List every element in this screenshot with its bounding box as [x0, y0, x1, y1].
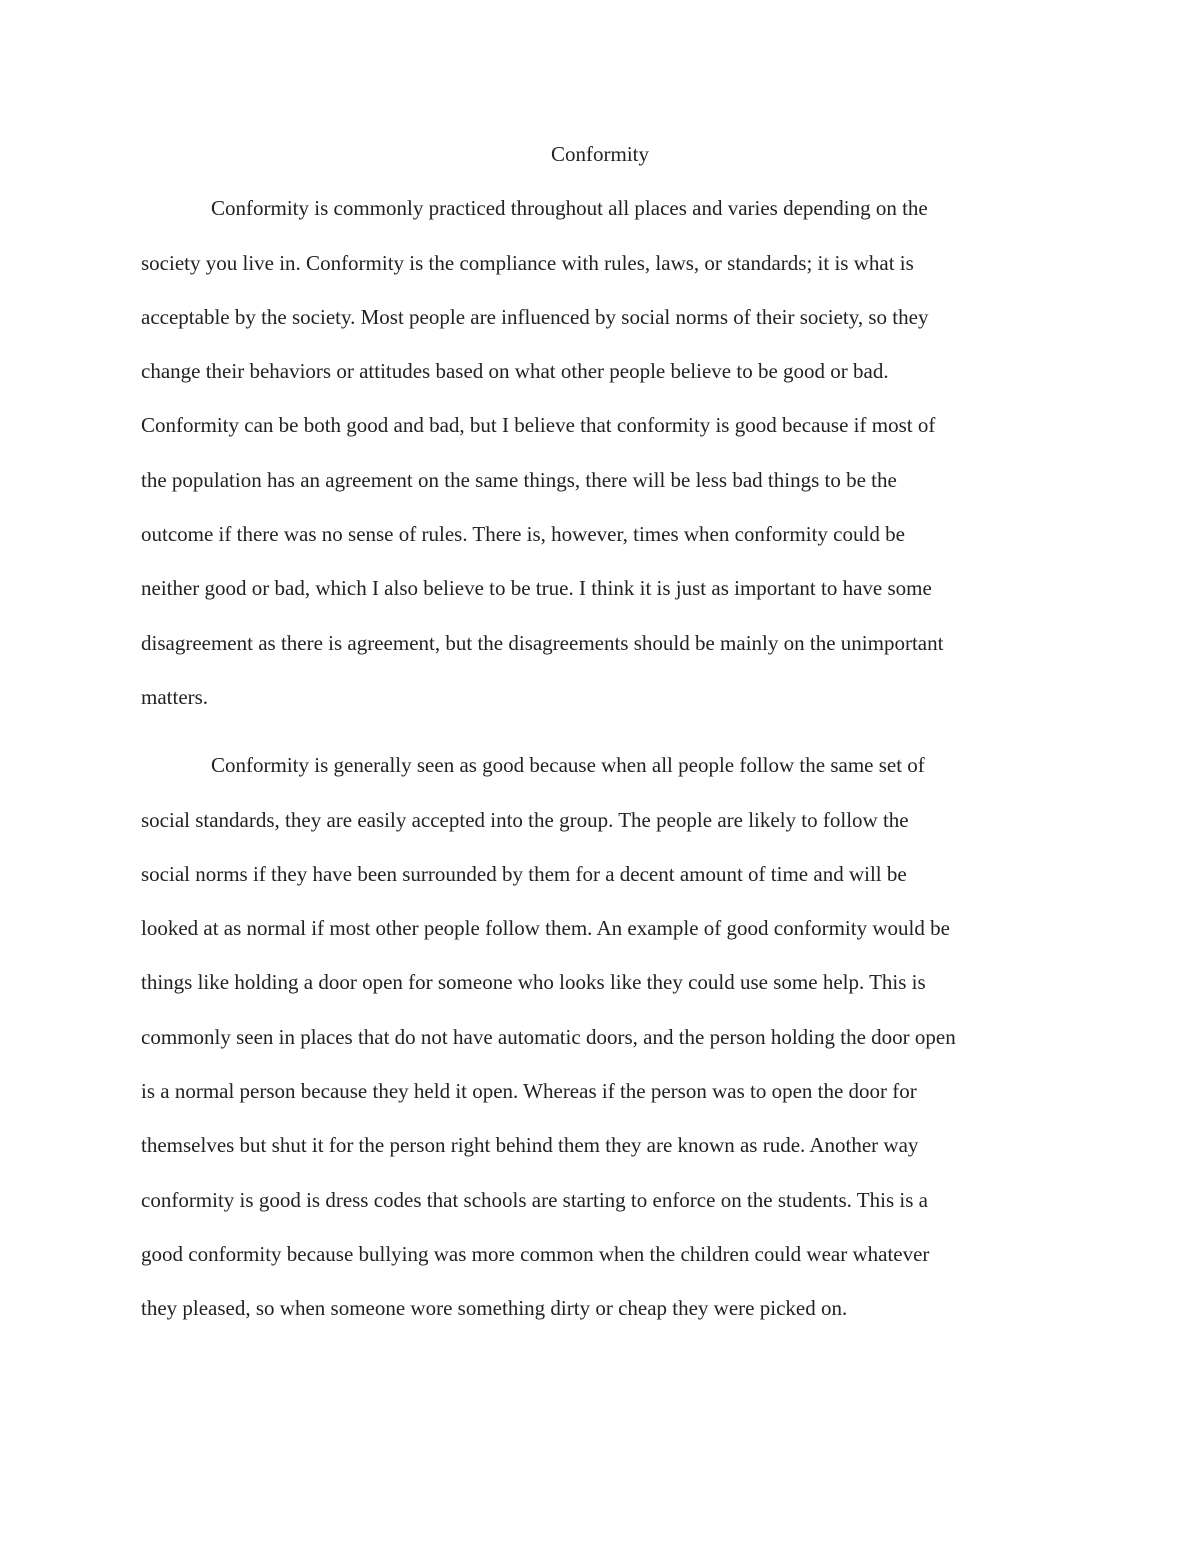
paragraph-line: conformity is good is dress codes that schools are starting to enforce on the students. This is a	[141, 1187, 928, 1212]
paragraph-line: social standards, they are easily accepted into the group. The people are likely to follow the	[141, 807, 909, 832]
document-body	[141, 127, 1059, 1336]
paragraph-line: the population has an agreement on the same things, there will be less bad things to be the	[141, 467, 897, 492]
paragraph-line: neither good or bad, which I also believe to be true. I think it is just as important to have some	[141, 576, 932, 601]
paragraph-line: change their behaviors or attitudes based on what other people believe to be good or bad.	[141, 359, 889, 384]
paragraph-line: themselves but shut it for the person right behind them they are known as rude. Another way	[141, 1133, 919, 1158]
paragraph-line: Conformity can be both good and bad, but I believe that conformity is good because if most of	[141, 413, 936, 438]
paragraph-line: Conformity is commonly practiced throughout all places and varies depending on the	[211, 196, 928, 221]
paragraph-line: things like holding a door open for someone who looks like they could use some help. This is	[141, 970, 926, 995]
paragraph-line: they pleased, so when someone wore something dirty or cheap they were picked on.	[141, 1296, 848, 1321]
paragraph-line: Conformity is generally seen as good because when all people follow the same set of	[211, 753, 925, 778]
paragraph-2	[141, 738, 1059, 1335]
paragraph-line: looked at as normal if most other people follow them. An example of good conformity would be	[141, 916, 950, 941]
paragraph-line: matters.	[141, 684, 209, 709]
paragraph-line: good conformity because bullying was more common when the children could wear whatever	[141, 1241, 930, 1266]
paragraph-line: commonly seen in places that do not have automatic doors, and the person holding the door open	[141, 1024, 956, 1049]
paragraph-line: acceptable by the society. Most people are influenced by social norms of their society, so they	[141, 304, 929, 329]
paragraph-1	[141, 181, 1059, 724]
document-title: Conformity	[551, 142, 649, 166]
paragraph-line: is a normal person because they held it open. Whereas if the person was to open the door for	[141, 1079, 917, 1104]
paragraph-line: disagreement as there is agreement, but the disagreements should be mainly on the unimportant	[141, 630, 944, 655]
paragraph-line: social norms if they have been surrounded by them for a decent amount of time and will be	[141, 861, 907, 886]
paragraph-line: society you live in. Conformity is the compliance with rules, laws, or standards; it is what is	[141, 250, 914, 275]
paragraph-line: outcome if there was no sense of rules. There is, however, times when conformity could be	[141, 522, 905, 547]
